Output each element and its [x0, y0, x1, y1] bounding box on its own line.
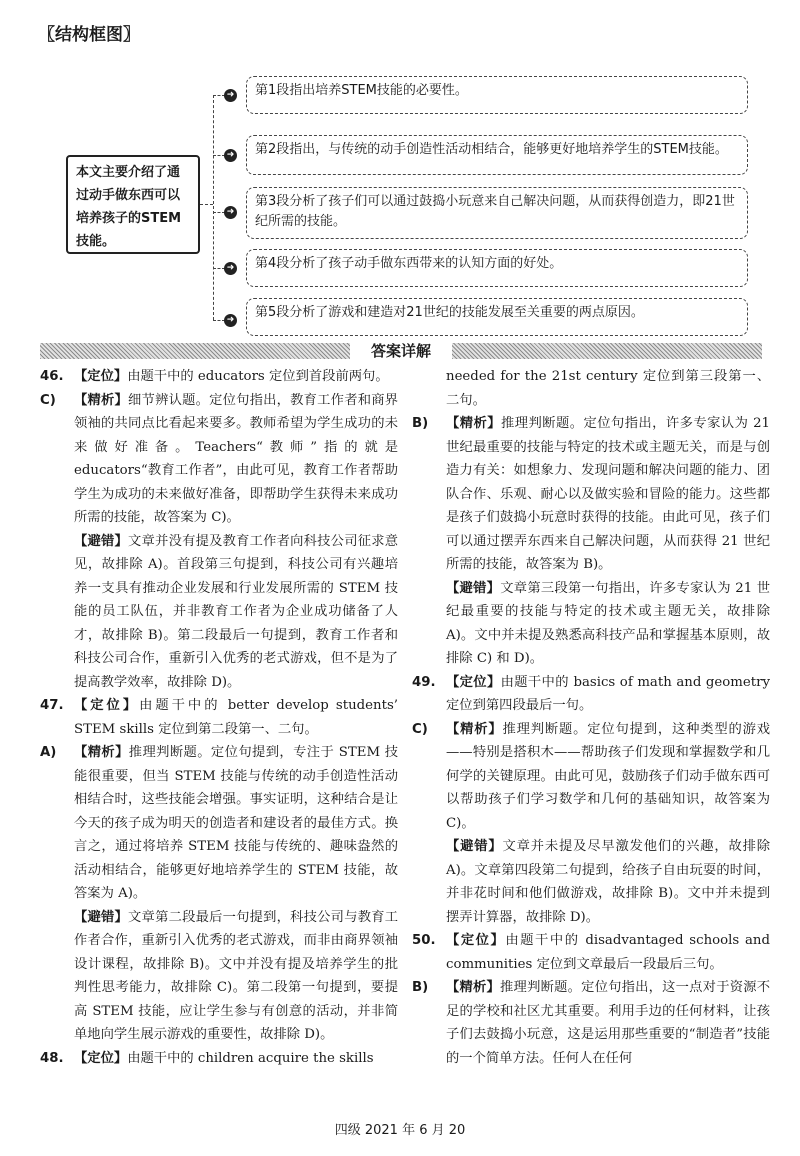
answer-item: needed for the 21st century 定位到第三段第一、二句。 [446, 369, 770, 408]
answer-item: 50. 【定位】由题干中的 disadvantaged schools and communities 定位到文章最后一段最后三句。 [412, 933, 770, 972]
answer-item: B) 【精析】推理判断题。定位句指出，许多专家认为 21 世纪最重要的技能与特定的技术或主题无关，而是与创造力有关：如想象力、发现问题和解决问题的能力、团队合作、乐观、耐心以及做实验和冒险的能力。这些都是孩子们鼓捣小玩意时获得的技能。由此可见，孩子们可以通过摆弄东西来自己解决问题，从而获得 21 世纪所需的技能，故答案为 B)。 [412, 416, 770, 572]
summary-box: 本文主要介绍了通过动手做东西可以培养孩子的STEM技能。 [66, 155, 200, 254]
right-column [412, 365, 770, 1070]
answer-item: C) 【精析】细节辨认题。定位句指出，教育工作者和商界领袖的共同点比看起来要多。教师希望为学生成功的未来做好准备。Teachers“教师”指的就是 educators“教育工作者”，由此可见，教育工作者帮助学生为成功的未来做好准备，即帮助学生获得未来成功所需的技能，故答案为 C)。 [40, 392, 399, 525]
paragraph-box-2: 第2段指出，与传统的动手创造性活动相结合，能够更好地培养学生的STEM技能。 [246, 135, 748, 175]
paragraph-box-5: 第5段分析了游戏和建造对21世纪的技能发展至关重要的两点原因。 [246, 298, 748, 336]
banner-label: 答案详解 [365, 342, 437, 360]
answer-item: 49. 【定位】由题干中的 basics of math and geometry 定位到第四段最后一句。 [412, 674, 771, 713]
answer-item: 48. 【定位】由题干中的 children acquire the skills [40, 1050, 374, 1066]
answer-item: 【避错】文章第二段最后一句提到，科技公司与教育工作者合作，重新引入优秀的老式游戏，而非由商界领袖设计课程，故排除 B)。文中并没有提及培养学生的批判性思考能力，故排除 C)。第二段第一句提到，要提高 STEM 技能，应让学生参与有创意的活动，并非简单地向学生展示游戏的重要性，故排除 D)。 [74, 909, 399, 1042]
left-column [40, 365, 398, 1070]
arrow-bullet-icon: ➜ [224, 89, 237, 102]
answer-item: 【避错】文章第三段第一句指出，许多专家认为 21 世纪最重要的技能与特定的技术或主题无关，故排除 A)。文中并未提及熟悉高科技产品和掌握基本原则，故排除 C) 和 D)。 [446, 580, 771, 666]
arrow-bullet-icon: ➜ [224, 206, 237, 219]
arrow-bullet-icon: ➜ [224, 262, 237, 275]
answer-banner [40, 341, 762, 361]
structure-title: 〖结构框图〗 [38, 25, 140, 45]
answer-item: A) 【精析】推理判断题。定位句提到，专注于 STEM 技能很重要，但当 STEM 技能与传统的动手创造性活动相结合时，这些技能会增强。事实证明，这种结合是让今天的孩子成为明天的创造者和建设者的最佳方式。换言之，通过将培养 STEM 技能与传统的、趣味盎然的活动相结合，能够更好地培养学生的 STEM 技能，故答案为 A)。 [40, 745, 399, 901]
arrow-bullet-icon: ➜ [224, 314, 237, 327]
answer-item: 【避错】文章并没有提及教育工作者向科技公司征求意见，故排除 A)。首段第三句提到，科技公司有兴趣培养一支具有推动企业发展和行业发展所需的 STEM 技能的员工队伍，并非教育工作者为企业成功储备了人才，故排除 B)。第二段最后一句提到，教育工作者和科技公司合作，重新引入优秀的老式游戏，但不是为了提高教学效率，故排除 D)。 [74, 533, 399, 690]
answer-item: C) 【精析】推理判断题。定位句提到，这种类型的游戏——特别是搭积木——帮助孩子们发现和掌握数学和几何学的关键原理。由此可见，鼓励孩子们动手做东西可以帮助孩子们学习数学和几何的基础知识，故答案为 C)。 [412, 721, 771, 831]
connector-vertical [213, 95, 214, 320]
answer-item: 47. 【定位】由题干中的 better develop students’ STEM skills 定位到第二段第一、二句。 [40, 698, 399, 737]
answer-item: 【避错】文章并未提及尽早激发他们的兴趣，故排除 A)。文章第四段第二句提到，给孩子自由玩耍的时间，并非花时间和他们做游戏，故排除 B)。文中并未提到摆弄计算器，故排除 D)。 [446, 839, 771, 925]
connector [200, 204, 213, 205]
paragraph-box-3: 第3段分析了孩子们可以通过鼓捣小玩意来自己解决问题，从而获得创造力，即21世纪所需的技能。 [246, 187, 748, 239]
paragraph-box-4: 第4段分析了孩子动手做东西带来的认知方面的好处。 [246, 249, 748, 287]
page-footer: 四级 2021 年 6 月 20 [334, 1123, 466, 1138]
answer-item: 46. 【定位】由题干中的 educators 定位到首段前两句。 [40, 369, 389, 384]
arrow-bullet-icon: ➜ [224, 149, 237, 162]
answer-item: B) 【精析】推理判断题。定位句指出，这一点对于资源不足的学校和社区尤其重要。利用手边的任何材料，让孩子们去鼓捣小玩意，这是运用那些重要的“制造者”技能的一个简单方法。任何人在任何 [412, 980, 771, 1066]
paragraph-box-1: 第1段指出培养STEM技能的必要性。 [246, 76, 748, 114]
